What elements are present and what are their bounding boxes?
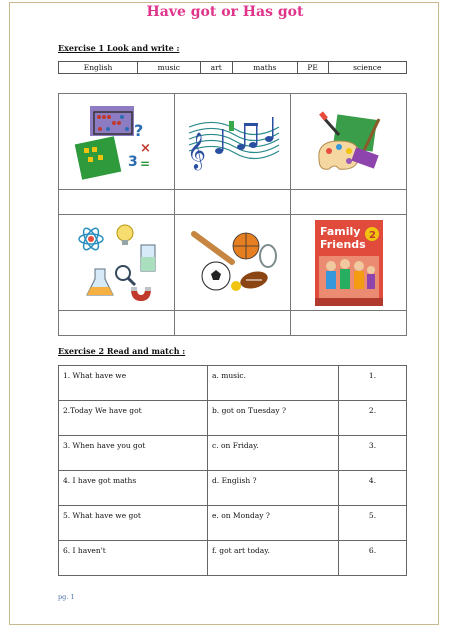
- svg-text:3: 3: [127, 153, 138, 170]
- page-title: Have got or Has got: [146, 4, 304, 20]
- picture-cell: [175, 215, 291, 311]
- match-number-cell[interactable]: 3.: [339, 436, 407, 471]
- answer-cell[interactable]: [291, 311, 407, 336]
- pictures-table: [58, 93, 407, 336]
- match-left-cell: 3. When have you got: [59, 436, 208, 471]
- page-number: pg. 1: [58, 593, 75, 601]
- music-notes-icon: [185, 107, 281, 177]
- match-right-cell: e. on Monday ?: [208, 506, 339, 541]
- table-row: [59, 366, 407, 401]
- table-row: [59, 541, 407, 576]
- match-left-cell: 2.Today We have got: [59, 401, 208, 436]
- match-right-cell: f. got art today.: [208, 541, 339, 576]
- svg-text:?: ?: [133, 120, 143, 140]
- table-row: [59, 401, 407, 436]
- subject-cell: English: [59, 62, 138, 74]
- match-number-cell[interactable]: 6.: [339, 541, 407, 576]
- match-left-cell: 6. I haven't: [59, 541, 208, 576]
- art-palette-icon: [309, 107, 389, 177]
- maths-abacus-icon: [72, 102, 162, 182]
- answer-cell[interactable]: [175, 311, 291, 336]
- answer-cell[interactable]: [59, 311, 175, 336]
- picture-cell: [59, 215, 175, 311]
- match-right-cell: c. on Friday.: [208, 436, 339, 471]
- match-right-cell: d. English ?: [208, 471, 339, 506]
- subject-cell: maths: [232, 62, 297, 74]
- exercise1-heading: Exercise 1 Look and write :: [58, 43, 180, 53]
- match-number-cell[interactable]: 5.: [339, 506, 407, 541]
- book-title-line1: Family: [319, 224, 360, 238]
- match-table: [58, 365, 407, 576]
- table-row: [59, 436, 407, 471]
- picture-cell: [175, 94, 291, 190]
- subject-cell: art: [200, 62, 232, 74]
- picture-cell: [59, 94, 175, 190]
- svg-text:×: ×: [139, 140, 151, 156]
- answer-cell[interactable]: [175, 190, 291, 215]
- match-number-cell[interactable]: 4.: [339, 471, 407, 506]
- family-and-friends-book-cover: [315, 220, 383, 306]
- match-left-cell: 1. What have we: [59, 366, 208, 401]
- picture-cell: [291, 215, 407, 311]
- subject-cell: PE: [297, 62, 328, 74]
- match-left-cell: 4. I have got maths: [59, 471, 208, 506]
- answer-cell[interactable]: [291, 190, 407, 215]
- picture-cell: [291, 94, 407, 190]
- book-title-line2: Friends: [319, 237, 366, 251]
- match-number-cell[interactable]: 2.: [339, 401, 407, 436]
- subject-cell: science: [328, 62, 406, 74]
- match-right-cell: b. got on Tuesday ?: [208, 401, 339, 436]
- exercise2-heading: Exercise 2 Read and match :: [58, 346, 186, 356]
- svg-text:𝄞: 𝄞: [186, 130, 206, 169]
- match-right-cell: a. music.: [208, 366, 339, 401]
- table-row: [59, 506, 407, 541]
- svg-text:=: =: [139, 156, 150, 171]
- match-number-cell[interactable]: 1.: [339, 366, 407, 401]
- subject-cell: music: [138, 62, 201, 74]
- table-row: [59, 471, 407, 506]
- match-left-cell: 5. What have we got: [59, 506, 208, 541]
- subjects-table: [58, 61, 407, 74]
- answer-cell[interactable]: [59, 190, 175, 215]
- sports-balls-icon: [188, 228, 278, 298]
- science-lab-icon: [75, 223, 159, 303]
- book-number: 2: [368, 229, 376, 241]
